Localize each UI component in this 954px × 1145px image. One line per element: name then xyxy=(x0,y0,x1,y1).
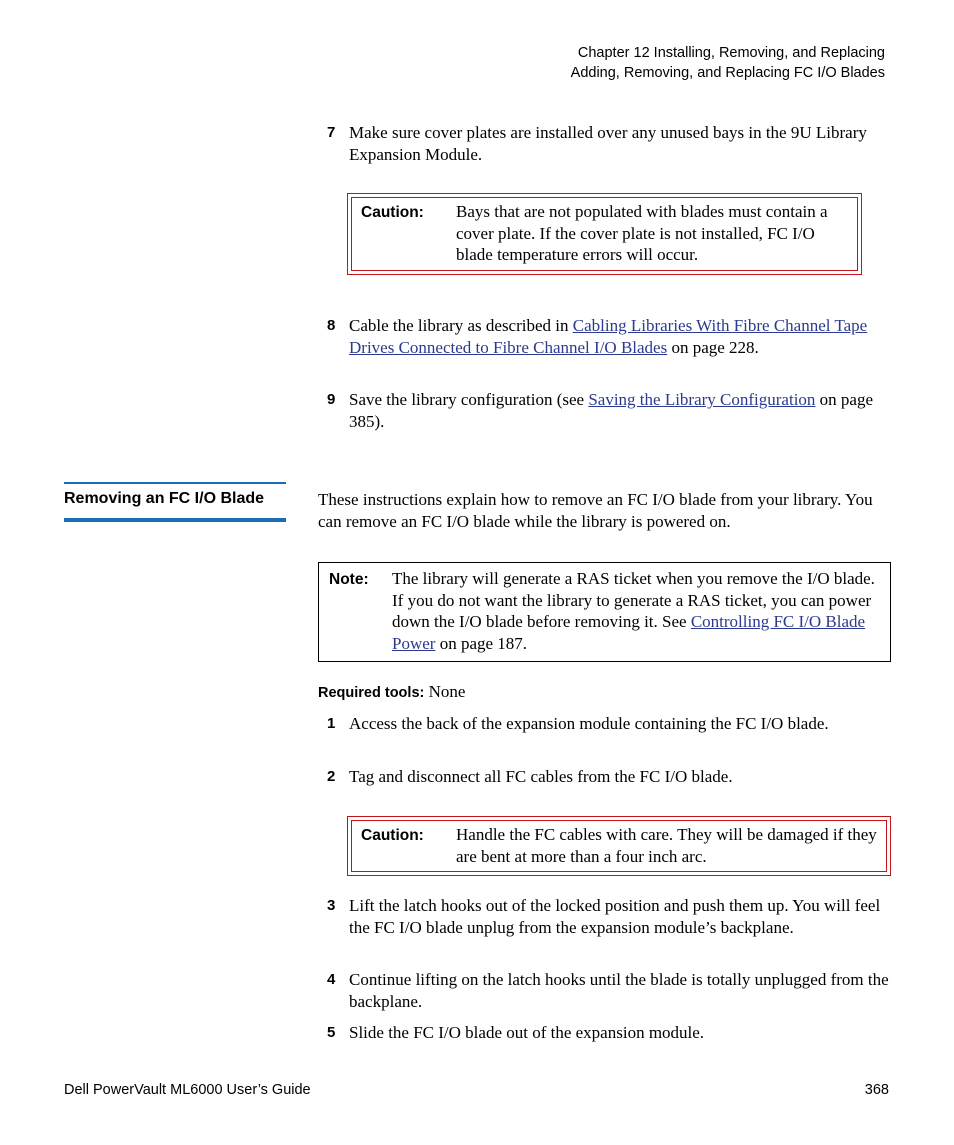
heading-rule-bottom xyxy=(64,518,286,522)
step-text-post: on page 385). xyxy=(349,390,874,431)
required-tools-label: Required tools: xyxy=(318,685,425,701)
section-title: Removing an FC I/O Blade xyxy=(64,490,265,507)
required-tools xyxy=(318,681,465,704)
caution-box-cables xyxy=(347,816,891,876)
note-label: Note: xyxy=(329,571,369,588)
step-9 xyxy=(327,389,890,432)
step-text-pre: Save the library configuration (see xyxy=(349,390,589,409)
step-1 xyxy=(327,713,890,735)
step-text: Slide the FC I/O blade out of the expansion module. xyxy=(349,1023,705,1042)
section-intro: These instructions explain how to remove an FC I/O blade from your library. You can remove an FC I/O blade while the library is powered on. xyxy=(318,490,873,531)
running-header xyxy=(571,43,885,83)
caution-label: Caution: xyxy=(361,827,424,844)
step-number: 8 xyxy=(327,317,336,334)
step-text-post: on page 228. xyxy=(667,337,759,357)
link-saving-library-configuration[interactable]: Saving the Library Configuration xyxy=(588,390,816,409)
required-tools-value: None xyxy=(424,682,466,701)
step-4 xyxy=(327,969,890,1012)
step-text: Tag and disconnect all FC cables from the FC I/O blade. xyxy=(349,767,733,786)
link-controlling-blade-power[interactable]: Controlling FC I/O Blade Power xyxy=(392,612,866,653)
step-number: 7 xyxy=(327,124,336,141)
step-text xyxy=(349,389,890,432)
step-5 xyxy=(327,1022,890,1044)
step-number: 4 xyxy=(327,971,336,988)
note-box xyxy=(318,562,891,662)
note-text xyxy=(392,563,890,661)
caution-box-cover-plates xyxy=(347,193,862,275)
step-number: 9 xyxy=(327,391,336,408)
step-text: Access the back of the expansion module containing the FC I/O blade. xyxy=(349,714,829,733)
note-text-post: on page 187. xyxy=(435,633,528,653)
link-cabling-libraries[interactable]: Cabling Libraries With Fibre Channel Tape Drives Connected to Fibre Channel I/O Blades xyxy=(349,316,868,357)
caution-text: Bays that are not populated with blades must contain a cover plate. If the cover plate is not installed, FC I/O blade temperature errors will occur. xyxy=(456,202,828,264)
footer-guide-title: Dell PowerVault ML6000 User’s Guide xyxy=(64,1082,311,1098)
step-number: 1 xyxy=(327,715,336,732)
step-7 xyxy=(327,122,890,165)
step-text xyxy=(349,315,890,358)
step-number: 2 xyxy=(327,768,336,785)
step-text: Make sure cover plates are installed over any unused bays in the 9U Library Expansion Module. xyxy=(349,123,867,164)
header-chapter: Chapter 12 Installing, Removing, and Replacing xyxy=(577,45,885,61)
section-heading xyxy=(64,482,286,522)
step-number: 3 xyxy=(327,897,336,914)
header-section: Adding, Removing, and Replacing FC I/O Blades xyxy=(570,65,885,81)
step-3 xyxy=(327,895,890,938)
step-2 xyxy=(327,766,890,788)
note-text-pre: The library will generate a RAS ticket when you remove the I/O blade. If you do not want the library to generate a RAS ticket, you can power down the I/O blade before removing it. See xyxy=(392,569,875,631)
step-8 xyxy=(327,315,890,358)
step-text: Lift the latch hooks out of the locked position and push them up. You will feel the FC I/O blade unplug from the expansion module’s backplane. xyxy=(349,896,881,937)
footer-page-number: 368 xyxy=(864,1082,889,1098)
caution-label: Caution: xyxy=(361,204,424,221)
step-text-pre: Cable the library as described in xyxy=(349,316,573,335)
caution-text: Handle the FC cables with care. They will be damaged if they are bent at more than a four inch arc. xyxy=(456,825,877,866)
step-text: Continue lifting on the latch hooks until the blade is totally unplugged from the backplane. xyxy=(349,970,889,1011)
step-number: 5 xyxy=(327,1024,336,1041)
